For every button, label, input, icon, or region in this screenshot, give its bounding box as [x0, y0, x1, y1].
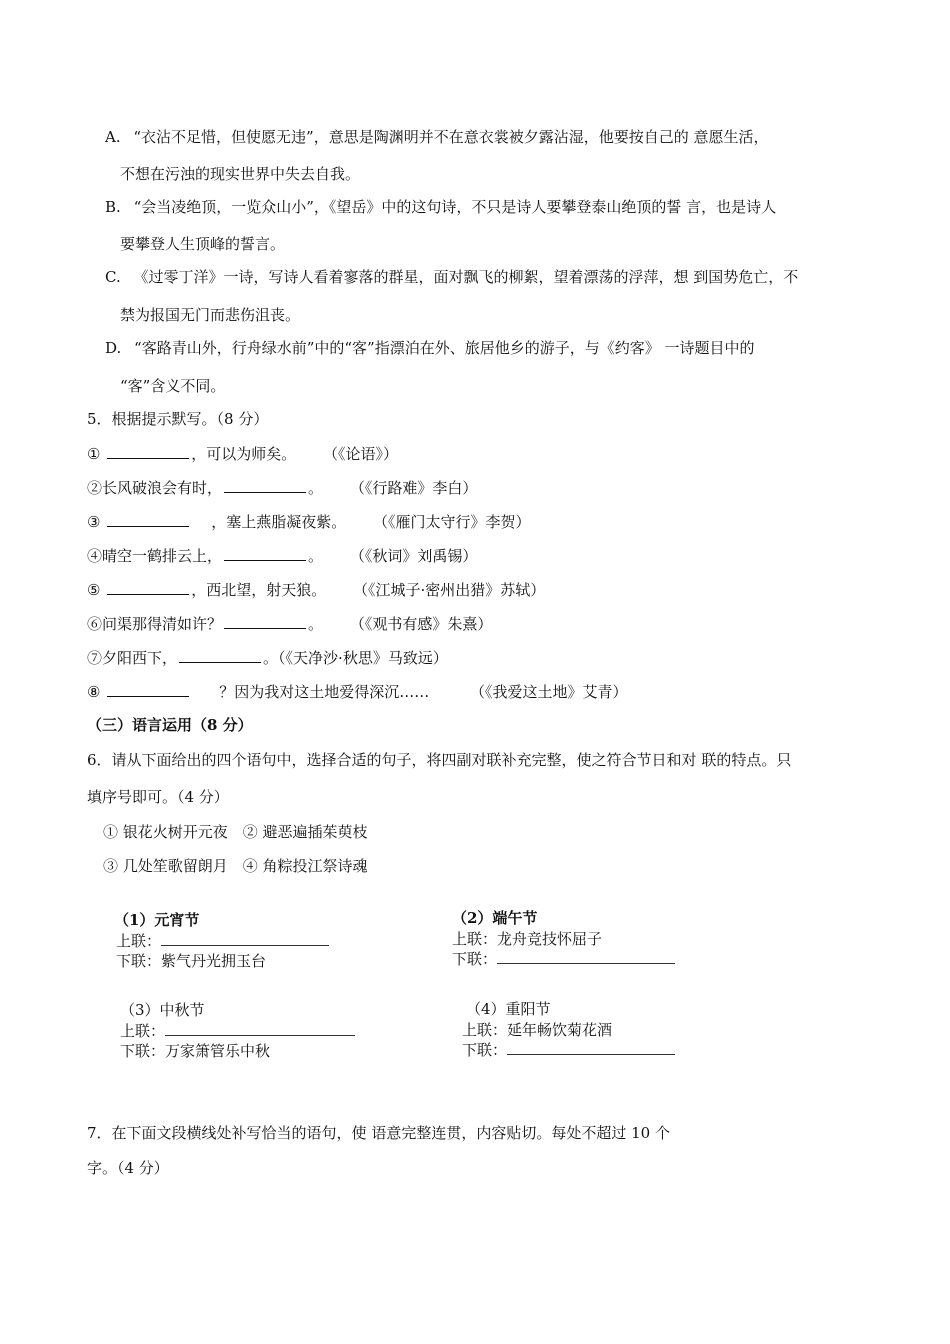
item-text: 。	[308, 547, 324, 565]
item-text: ，可以为师矣。	[191, 445, 297, 463]
item-source: （《我爱这土地》艾青）	[470, 683, 628, 701]
answer-blank[interactable]	[107, 443, 189, 459]
option-a-line2: 不想在污浊的现实世界中失去自我。	[120, 165, 361, 183]
q6-choices-row1: ① 银花火树开元夜 ② 避恶遍插茱萸枝	[103, 823, 368, 841]
couplet-text: 龙舟竞技怀屈子	[497, 930, 603, 948]
option-text: 《过零丁洋》一诗，写诗人看着寥落的群星，面对飘飞的柳絮，望着漂荡的浮萍，想 到国势危亡，不	[133, 268, 799, 286]
item-number: ⑧	[87, 683, 101, 701]
couplet-answer-blank[interactable]	[165, 1021, 355, 1036]
option-a-line1	[105, 127, 769, 147]
option-text: “会当凌绝顶，一览众山小”，《望岳》中的这句诗，不只是诗人要攀登泰山绝顶的誓 言，也是诗人	[133, 198, 777, 216]
item-text: 。	[308, 615, 324, 633]
q6-prompt-line2: 填序号即可。（4 分）	[87, 788, 229, 806]
item-text: 问渠那得清如许？	[102, 615, 223, 633]
item-text: 长风破浪会有时，	[102, 479, 223, 497]
dictation-item-8	[87, 681, 628, 702]
answer-blank[interactable]	[224, 613, 306, 629]
item-number: ③	[87, 513, 101, 531]
item-source: （《论语》）	[323, 445, 399, 463]
option-text: “衣沾不足惜，但使愿无违”，意思是陶渊明并不在意衣裳被夕露沾湿，他要按自己的 意愿生活，	[133, 128, 769, 146]
q7-prompt-line2: 字。（4 分）	[87, 1159, 169, 1177]
couplet-lower-line	[462, 1040, 675, 1060]
option-d-line1	[105, 338, 755, 358]
option-c-line1	[105, 267, 798, 287]
couplet-upper-line	[116, 931, 329, 951]
answer-blank[interactable]	[107, 511, 189, 527]
item-number: ④	[87, 547, 103, 565]
option-letter: A.	[105, 128, 121, 146]
option-b-line1	[105, 197, 776, 217]
option-letter: B.	[105, 198, 121, 216]
dictation-item-4	[87, 545, 477, 566]
dictation-item-1	[87, 443, 398, 464]
q5-title: 5．根据提示默写。（8 分）	[87, 410, 269, 428]
item-text: ？因为我对这土地爱得深沉……	[219, 683, 430, 701]
dictation-item-3	[87, 511, 531, 532]
couplet-answer-blank[interactable]	[497, 949, 675, 964]
answer-blank[interactable]	[107, 579, 189, 595]
couplet-text: 延年畅饮菊花酒	[507, 1021, 613, 1039]
couplet-lower-line	[116, 951, 266, 971]
item-text: 。	[263, 649, 279, 667]
couplet-label: 上联：	[452, 930, 498, 948]
item-source: （《雁门太守行》李贺）	[373, 513, 531, 531]
couplet-answer-blank[interactable]	[161, 931, 329, 946]
item-number: ②	[87, 479, 103, 497]
dictation-item-5	[87, 579, 545, 600]
couplet-label: 上联：	[120, 1022, 166, 1040]
couplet-label: 上联：	[462, 1021, 508, 1039]
option-c-line2: 禁为报国无门而悲伤沮丧。	[120, 306, 301, 324]
answer-blank[interactable]	[107, 681, 189, 697]
section-heading: （三）语言运用（8 分）	[87, 716, 253, 734]
item-number: ⑦	[87, 649, 103, 667]
option-text: “客路青山外，行舟绿水前”中的“客”指漂泊在外、旅居他乡的游子，与《约客》 一诗题目中的	[134, 339, 755, 357]
item-number: ①	[87, 445, 101, 463]
item-source: （《行路难》李白）	[349, 479, 478, 497]
option-d-line2: “客”含义不同。	[120, 377, 226, 395]
option-letter: C.	[105, 268, 121, 286]
dictation-item-6	[87, 613, 492, 634]
couplet-label: 上联：	[116, 932, 162, 950]
dictation-item-2	[87, 477, 477, 498]
q7-prompt-line1: 7．在下面文段横线处补写恰当的语句，使 语意完整连贯，内容贴切。每处不超过 10 个	[87, 1124, 670, 1142]
item-text: ，塞上燕脂凝夜紫。	[211, 513, 347, 531]
couplet-answer-blank[interactable]	[507, 1040, 675, 1055]
q6-choices-row2: ③ 几处笙歌留朗月 ④ 角粽投江祭诗魂	[103, 857, 368, 875]
item-text: 。	[308, 479, 324, 497]
item-number: ⑤	[87, 581, 101, 599]
couplet-text: 紫气丹光拥玉台	[161, 952, 267, 970]
item-text: 晴空一鹤排云上，	[102, 547, 223, 565]
couplet-heading: （1）元宵节	[114, 911, 200, 929]
couplet-upper-line	[452, 929, 602, 949]
item-source: （《天净沙·秋思》马致远）	[278, 649, 448, 667]
answer-blank[interactable]	[179, 647, 261, 663]
item-text: ，西北望，射天狼。	[191, 581, 327, 599]
option-b-line2: 要攀登人生顶峰的誓言。	[120, 235, 286, 253]
q6-prompt-line1: 6．请从下面给出的四个语句中，选择合适的句子，将四副对联补充完整，使之符合节日和对 联的特点。只	[87, 751, 792, 769]
item-source: （《观书有感》朱熹）	[349, 615, 493, 633]
item-text: 夕阳西下，	[102, 649, 178, 667]
option-letter: D.	[105, 339, 122, 357]
couplet-lower-line	[120, 1041, 270, 1061]
couplet-label: 下联：	[116, 952, 162, 970]
couplet-lower-line	[452, 949, 675, 969]
couplet-label: 下联：	[120, 1042, 166, 1060]
couplet-text: 万家箫管乐中秋	[165, 1042, 271, 1060]
couplet-heading: （4）重阳节	[466, 1000, 551, 1018]
couplet-heading: （2）端午节	[452, 909, 538, 927]
couplet-label: 下联：	[452, 950, 498, 968]
dictation-item-7	[87, 647, 448, 668]
item-source: （《秋词》刘禹锡）	[349, 547, 478, 565]
couplet-heading: （3）中秋节	[120, 1001, 205, 1019]
couplet-label: 下联：	[462, 1041, 508, 1059]
answer-blank[interactable]	[224, 545, 306, 561]
couplet-upper-line	[462, 1020, 612, 1040]
item-number: ⑥	[87, 615, 103, 633]
answer-blank[interactable]	[224, 477, 306, 493]
couplet-upper-line	[120, 1021, 355, 1041]
item-source: （《江城子·密州出猎》苏轼）	[353, 581, 546, 599]
